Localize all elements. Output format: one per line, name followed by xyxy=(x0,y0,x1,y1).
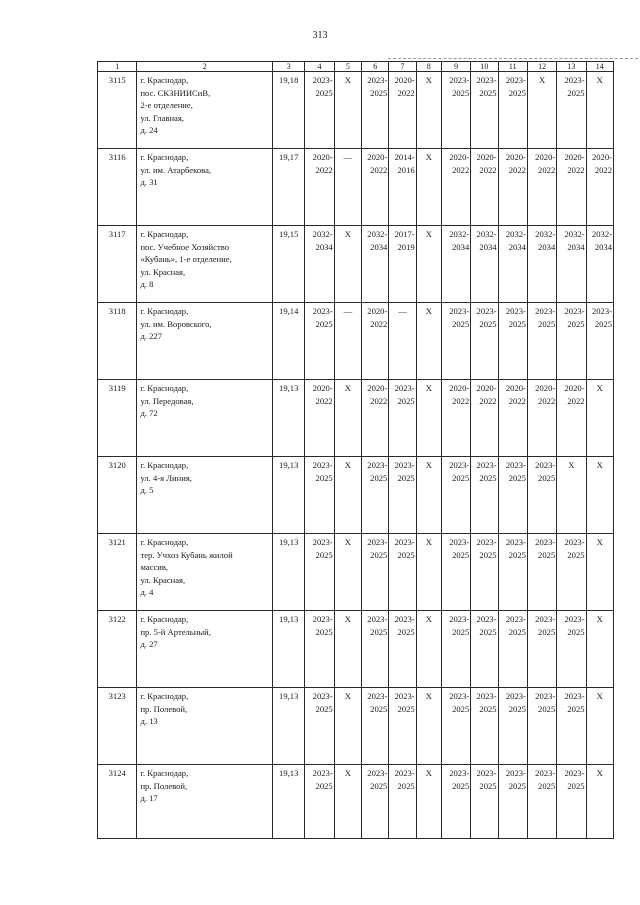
mark-cell: Х xyxy=(334,534,361,611)
year-range-cell: 2023- 2025 xyxy=(305,457,334,534)
address-line: ул. им. Воровского, xyxy=(140,318,212,329)
mark-cell: Х xyxy=(416,226,441,303)
mark-cell: Х xyxy=(416,72,441,149)
year-range-cell: 2023- 2025 xyxy=(389,765,416,839)
year-range-cell: 2023- 2025 xyxy=(557,765,586,839)
year-range-cell: 2023- 2025 xyxy=(441,611,470,688)
year-range-cell: 2020- 2022 xyxy=(441,149,470,226)
address-line: ул. Главная, xyxy=(140,112,184,123)
year-range-cell: 2020- 2022 xyxy=(441,380,470,457)
year-range-cell: 2032- 2034 xyxy=(362,226,389,303)
mark-cell: Х xyxy=(416,380,441,457)
year-range-cell: 2023- 2025 xyxy=(471,303,498,380)
mark-cell: Х xyxy=(416,688,441,765)
year-range-cell: 2023- 2025 xyxy=(498,534,527,611)
year-range-cell: 2023- 2025 xyxy=(471,611,498,688)
table-row xyxy=(98,149,614,226)
year-range-cell: 2023- 2025 xyxy=(362,688,389,765)
address-cell xyxy=(137,149,273,226)
year-range-cell: 2020- 2022 xyxy=(305,380,334,457)
address-line: 2-е отделение, xyxy=(140,100,193,111)
year-range-cell: 2023- 2025 xyxy=(362,611,389,688)
address-line: «Кубань», 1-е отделение, xyxy=(140,254,232,265)
address-line: массив, xyxy=(140,562,169,573)
table-row xyxy=(98,611,614,688)
year-range-cell: 2023- 2025 xyxy=(389,457,416,534)
address-line: д. 27 xyxy=(140,639,158,650)
address-line: г. Краснодар, xyxy=(140,614,189,624)
year-range-cell: 2023- 2025 xyxy=(557,72,586,149)
row-number-cell: 3117 xyxy=(98,226,137,303)
address-line: пр. Полевой, xyxy=(140,780,188,791)
column-header: 6 xyxy=(362,62,389,72)
address-line: г. Краснодар, xyxy=(140,768,189,778)
address-line: ул. 4-я Линия, xyxy=(140,472,192,483)
mark-cell: Х xyxy=(557,457,586,534)
column-header: 1 xyxy=(98,62,137,72)
row-number-cell: 3115 xyxy=(98,72,137,149)
year-range-cell: 2023- 2025 xyxy=(471,765,498,839)
area-cell: 19,15 xyxy=(273,226,305,303)
mark-cell: Х xyxy=(586,688,613,765)
mark-cell: Х xyxy=(334,765,361,839)
year-range-cell: 2020- 2022 xyxy=(586,149,613,226)
column-number-row xyxy=(98,62,614,72)
year-range-cell: 2023- 2025 xyxy=(305,688,334,765)
year-range-cell: 2023- 2025 xyxy=(362,765,389,839)
mark-cell: Х xyxy=(334,380,361,457)
row-number-cell: 3124 xyxy=(98,765,137,839)
area-cell: 19,13 xyxy=(273,688,305,765)
mark-cell: Х xyxy=(586,457,613,534)
year-range-cell: 2023- 2025 xyxy=(305,534,334,611)
address-line: ул. им. Атарбекова, xyxy=(140,164,212,175)
column-header: 14 xyxy=(586,62,613,72)
year-range-cell: 2014- 2016 xyxy=(389,149,416,226)
year-range-cell: 2023- 2025 xyxy=(471,457,498,534)
year-range-cell: 2020- 2022 xyxy=(557,149,586,226)
column-header: 7 xyxy=(389,62,416,72)
mark-cell: Х xyxy=(586,611,613,688)
address-line: г. Краснодар, xyxy=(140,537,189,547)
year-range-cell: 2023- 2025 xyxy=(389,688,416,765)
year-range-cell: 2023- 2025 xyxy=(527,534,556,611)
mark-cell: Х xyxy=(416,534,441,611)
address-line: г. Краснодар, xyxy=(140,229,189,239)
row-number-cell: 3120 xyxy=(98,457,137,534)
address-line: ул. Красная, xyxy=(140,266,186,277)
mark-cell: Х xyxy=(586,380,613,457)
year-range-cell: 2023- 2025 xyxy=(305,611,334,688)
column-header: 13 xyxy=(557,62,586,72)
table-row xyxy=(98,380,614,457)
year-range-cell: 2023- 2025 xyxy=(305,72,334,149)
year-range-cell: 2023- 2025 xyxy=(498,688,527,765)
address-line: г. Краснодар, xyxy=(140,460,189,470)
year-range-cell: 2023- 2025 xyxy=(441,303,470,380)
mark-cell: Х xyxy=(334,226,361,303)
mark-cell: Х xyxy=(586,765,613,839)
row-number-cell: 3118 xyxy=(98,303,137,380)
year-range-cell: 2032- 2034 xyxy=(586,226,613,303)
year-range-cell: 2023- 2025 xyxy=(498,72,527,149)
mark-cell: Х xyxy=(334,72,361,149)
mark-cell: Х xyxy=(416,765,441,839)
table-row xyxy=(98,226,614,303)
page-number: 313 xyxy=(312,30,328,41)
year-range-cell: 2023- 2025 xyxy=(441,765,470,839)
year-range-cell: 2020- 2022 xyxy=(389,72,416,149)
address-cell xyxy=(137,534,273,611)
table-row xyxy=(98,457,614,534)
area-cell: 19,13 xyxy=(273,611,305,688)
address-cell xyxy=(137,457,273,534)
year-range-cell: 2017- 2019 xyxy=(389,226,416,303)
address-line: пр. Полевой, xyxy=(140,703,188,714)
mark-cell: Х xyxy=(586,72,613,149)
address-line: г. Краснодар, xyxy=(140,691,189,701)
address-cell xyxy=(137,380,273,457)
table-row xyxy=(98,303,614,380)
address-cell xyxy=(137,303,273,380)
mark-cell: — xyxy=(389,303,416,380)
year-range-cell: 2023- 2025 xyxy=(527,611,556,688)
address-cell xyxy=(137,611,273,688)
year-range-cell: 2023- 2025 xyxy=(557,303,586,380)
year-range-cell: 2023- 2025 xyxy=(471,72,498,149)
year-range-cell: 2023- 2025 xyxy=(441,534,470,611)
year-range-cell: 2020- 2022 xyxy=(527,380,556,457)
year-range-cell: 2023- 2025 xyxy=(527,765,556,839)
year-range-cell: 2020- 2022 xyxy=(362,149,389,226)
year-range-cell: 2023- 2025 xyxy=(527,303,556,380)
year-range-cell: 2032- 2034 xyxy=(441,226,470,303)
year-range-cell: 2023- 2025 xyxy=(498,303,527,380)
column-header: 4 xyxy=(305,62,334,72)
address-line: пр. 5-й Артельный, xyxy=(140,626,211,637)
address-line: д. 13 xyxy=(140,716,158,727)
address-line: д. 227 xyxy=(140,331,163,342)
table-row xyxy=(98,72,614,149)
year-range-cell: 2023- 2025 xyxy=(305,303,334,380)
column-header: 3 xyxy=(273,62,305,72)
mark-cell: Х xyxy=(334,688,361,765)
column-header: 8 xyxy=(416,62,441,72)
address-line: д. 8 xyxy=(140,279,154,290)
mark-cell: Х xyxy=(527,72,556,149)
year-range-cell: 2023- 2025 xyxy=(586,303,613,380)
address-line: г. Краснодар, xyxy=(140,75,189,85)
column-header: 11 xyxy=(498,62,527,72)
mark-cell: Х xyxy=(416,149,441,226)
year-range-cell: 2020- 2022 xyxy=(362,380,389,457)
row-number-cell: 3121 xyxy=(98,534,137,611)
mark-cell: Х xyxy=(416,611,441,688)
address-line: д. 24 xyxy=(140,125,158,136)
year-range-cell: 2023- 2025 xyxy=(471,688,498,765)
year-range-cell: 2020- 2022 xyxy=(557,380,586,457)
header-rule xyxy=(388,58,638,59)
mark-cell: Х xyxy=(334,611,361,688)
address-line: д. 31 xyxy=(140,177,158,188)
area-cell: 19,17 xyxy=(273,149,305,226)
column-header: 2 xyxy=(137,62,273,72)
year-range-cell: 2020- 2022 xyxy=(498,380,527,457)
year-range-cell: 2020- 2022 xyxy=(527,149,556,226)
year-range-cell: 2023- 2025 xyxy=(389,534,416,611)
mark-cell: Х xyxy=(416,303,441,380)
address-line: пос. Учебное Хозяйство xyxy=(140,241,230,252)
area-cell: 19,13 xyxy=(273,380,305,457)
table-body xyxy=(98,72,614,839)
year-range-cell: 2032- 2034 xyxy=(557,226,586,303)
address-line: д. 4 xyxy=(140,587,154,598)
address-line: г. Краснодар, xyxy=(140,383,189,393)
address-line: ул. Красная, xyxy=(140,574,186,585)
mark-cell: — xyxy=(334,303,361,380)
row-number-cell: 3123 xyxy=(98,688,137,765)
year-range-cell: 2023- 2025 xyxy=(498,457,527,534)
year-range-cell: 2032- 2034 xyxy=(305,226,334,303)
table-row xyxy=(98,765,614,839)
mark-cell: Х xyxy=(334,457,361,534)
address-line: пос. СКЗНИИСиВ, xyxy=(140,87,211,98)
area-cell: 19,13 xyxy=(273,457,305,534)
year-range-cell: 2023- 2025 xyxy=(527,688,556,765)
year-range-cell: 2023- 2025 xyxy=(389,380,416,457)
year-range-cell: 2023- 2025 xyxy=(471,534,498,611)
year-range-cell: 2023- 2025 xyxy=(441,457,470,534)
table-row xyxy=(98,534,614,611)
address-line: д. 17 xyxy=(140,793,158,804)
year-range-cell: 2023- 2025 xyxy=(557,611,586,688)
address-line: д. 72 xyxy=(140,408,158,419)
row-number-cell: 3122 xyxy=(98,611,137,688)
year-range-cell: 2023- 2025 xyxy=(362,457,389,534)
column-header: 12 xyxy=(527,62,556,72)
address-line: г. Краснодар, xyxy=(140,306,189,316)
year-range-cell: 2020- 2022 xyxy=(471,380,498,457)
year-range-cell: 2020- 2022 xyxy=(305,149,334,226)
address-cell xyxy=(137,72,273,149)
area-cell: 19,13 xyxy=(273,765,305,839)
year-range-cell: 2023- 2025 xyxy=(441,72,470,149)
mark-cell: — xyxy=(334,149,361,226)
year-range-cell: 2032- 2034 xyxy=(498,226,527,303)
housing-schedule-table xyxy=(97,61,614,839)
year-range-cell: 2032- 2034 xyxy=(471,226,498,303)
column-header: 10 xyxy=(471,62,498,72)
year-range-cell: 2023- 2025 xyxy=(498,765,527,839)
area-cell: 19,18 xyxy=(273,72,305,149)
year-range-cell: 2020- 2022 xyxy=(498,149,527,226)
year-range-cell: 2023- 2025 xyxy=(362,534,389,611)
column-header: 9 xyxy=(441,62,470,72)
year-range-cell: 2023- 2025 xyxy=(362,72,389,149)
row-number-cell: 3116 xyxy=(98,149,137,226)
address-cell xyxy=(137,765,273,839)
mark-cell: Х xyxy=(586,534,613,611)
year-range-cell: 2023- 2025 xyxy=(527,457,556,534)
column-header: 5 xyxy=(334,62,361,72)
address-line: г. Краснодар, xyxy=(140,152,189,162)
year-range-cell: 2023- 2025 xyxy=(305,765,334,839)
year-range-cell: 2023- 2025 xyxy=(498,611,527,688)
address-cell xyxy=(137,688,273,765)
table-row xyxy=(98,688,614,765)
year-range-cell: 2023- 2025 xyxy=(557,688,586,765)
mark-cell: Х xyxy=(416,457,441,534)
area-cell: 19,13 xyxy=(273,534,305,611)
address-line: ул. Передовая, xyxy=(140,395,194,406)
year-range-cell: 2020- 2022 xyxy=(471,149,498,226)
address-line: тер. Учхоз Кубань жилой xyxy=(140,549,233,560)
year-range-cell: 2023- 2025 xyxy=(389,611,416,688)
address-cell xyxy=(137,226,273,303)
address-line: д. 5 xyxy=(140,485,154,496)
year-range-cell: 2023- 2025 xyxy=(557,534,586,611)
year-range-cell: 2032- 2034 xyxy=(527,226,556,303)
area-cell: 19,14 xyxy=(273,303,305,380)
year-range-cell: 2023- 2025 xyxy=(441,688,470,765)
row-number-cell: 3119 xyxy=(98,380,137,457)
year-range-cell: 2020- 2022 xyxy=(362,303,389,380)
